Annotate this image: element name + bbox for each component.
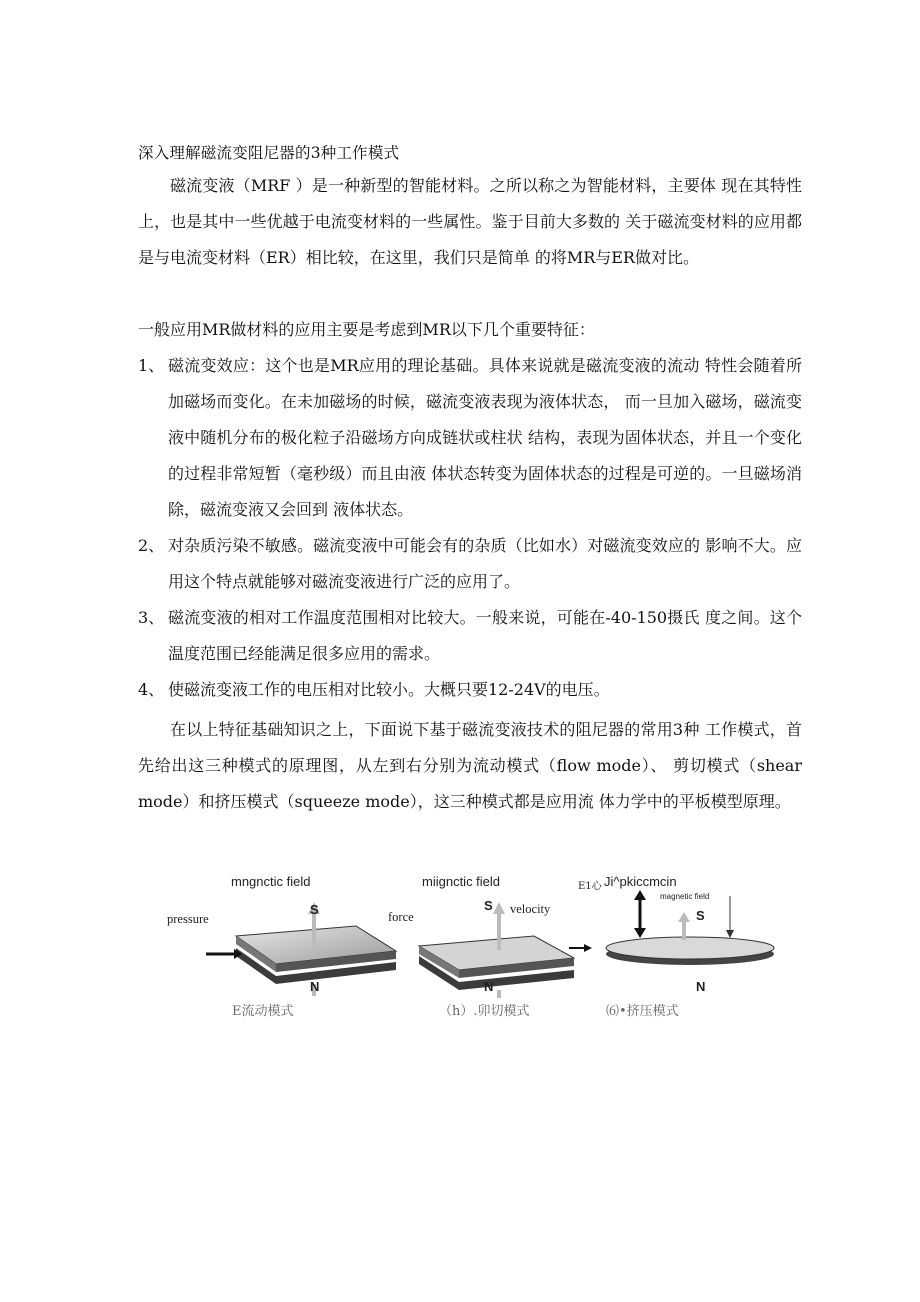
document-title: 深入理解磁流变阻尼器的3种工作模式 bbox=[138, 144, 400, 162]
intro-paragraph: 磁流变液（MRF ）是一种新型的智能材料。之所以称之为智能材料，主要体 现在其特性上，也是其中一些优越于电流变材料的一些属性。鉴于目前大多数的 关于磁流变材料的应用都是与电流变材料（ER）相比较，在这里，我们只是简单 的将MR与ER做对比。 bbox=[138, 176, 802, 267]
panel2-s-label: S bbox=[484, 898, 493, 913]
panel1-pressure-label: pressure bbox=[167, 912, 209, 926]
list-number: 1、 bbox=[138, 356, 165, 375]
squeeze-mode-diagram bbox=[600, 888, 780, 998]
panel3-caption: ⑹•挤压模式 bbox=[606, 1004, 679, 1019]
list-text: 对杂质污染不敏感。磁流变液中可能会有的杂质（比如水）对磁流变效应的 影响不大。应用这个特点就能够对磁流变液进行广泛的应用了。 bbox=[168, 536, 802, 591]
list-text: 使磁流变液工作的电压相对比较小。大概只要12-24V的电压。 bbox=[168, 680, 610, 699]
panel1-n-label: N bbox=[310, 979, 320, 994]
list-number: 4、 bbox=[138, 680, 165, 699]
list-number: 2、 bbox=[138, 536, 165, 555]
list-text: 磁流变效应：这个也是MR应用的理论基础。具体来说就是磁流变液的流动 特性会随着所加磁场而变化。在未加磁场的时候，磁流变液表现为液体状态， 而一旦加入磁场，磁流变液中随机分布的极化粒子沿磁场方向成链状或柱状 结构，表现为固体状态，并且一个变化的过程非常短暂（毫秒级）而且由液 体状态转变为固体状态的过程是可逆的。一旦磁场消除，磁流变液又会回到 液体状态。 bbox=[168, 356, 802, 519]
list-item bbox=[138, 672, 802, 708]
panel2-velocity-label: velocity bbox=[510, 902, 551, 916]
mr-modes-figure bbox=[160, 866, 800, 1026]
flow-mode-diagram bbox=[206, 896, 406, 1000]
features-intro: 一般应用MR做材料的应用主要是考虑到MR以下几个重要特征： bbox=[138, 320, 595, 339]
panel2-caption: （h）.卯切模式 bbox=[439, 1004, 530, 1019]
panel2-field-label: miignctic field bbox=[422, 874, 501, 889]
panel1-caption: E流动模式 bbox=[232, 1004, 294, 1019]
panel1-s-label: S bbox=[310, 902, 319, 917]
panel1-field-label: mngnctic field bbox=[231, 874, 311, 889]
panel3-n-label: N bbox=[696, 979, 706, 994]
panel3-prefix: E1心 bbox=[578, 881, 602, 892]
list-item bbox=[138, 348, 802, 528]
feature-list bbox=[138, 348, 802, 708]
panel3-s-label: S bbox=[696, 908, 705, 923]
panel2-force-label: force bbox=[388, 910, 414, 924]
panel3-small-label: magnetic field bbox=[660, 892, 710, 901]
panel2-n-label: N bbox=[484, 979, 494, 994]
list-item bbox=[138, 600, 802, 672]
list-number: 3、 bbox=[138, 608, 165, 627]
list-text: 磁流变液的相对工作温度范围相对比较大。一般来说，可能在-40-150摄氏 度之间。这个温度范围已经能满足很多应用的需求。 bbox=[168, 608, 802, 663]
list-item bbox=[138, 528, 802, 600]
panel3-field-label: Ji^pkiccmcin bbox=[604, 874, 677, 889]
modes-paragraph: 在以上特征基础知识之上，下面说下基于磁流变液技术的阻尼器的常用3种 工作模式，首先给出这三种模式的原理图，从左到右分别为流动模式（flow mode）、 剪切模式（shear mode）和挤压模式（squeeze mode），这三种模式都是应用流 体力学中的平板模型原理。 bbox=[138, 720, 802, 811]
shear-mode-diagram bbox=[414, 896, 594, 1000]
